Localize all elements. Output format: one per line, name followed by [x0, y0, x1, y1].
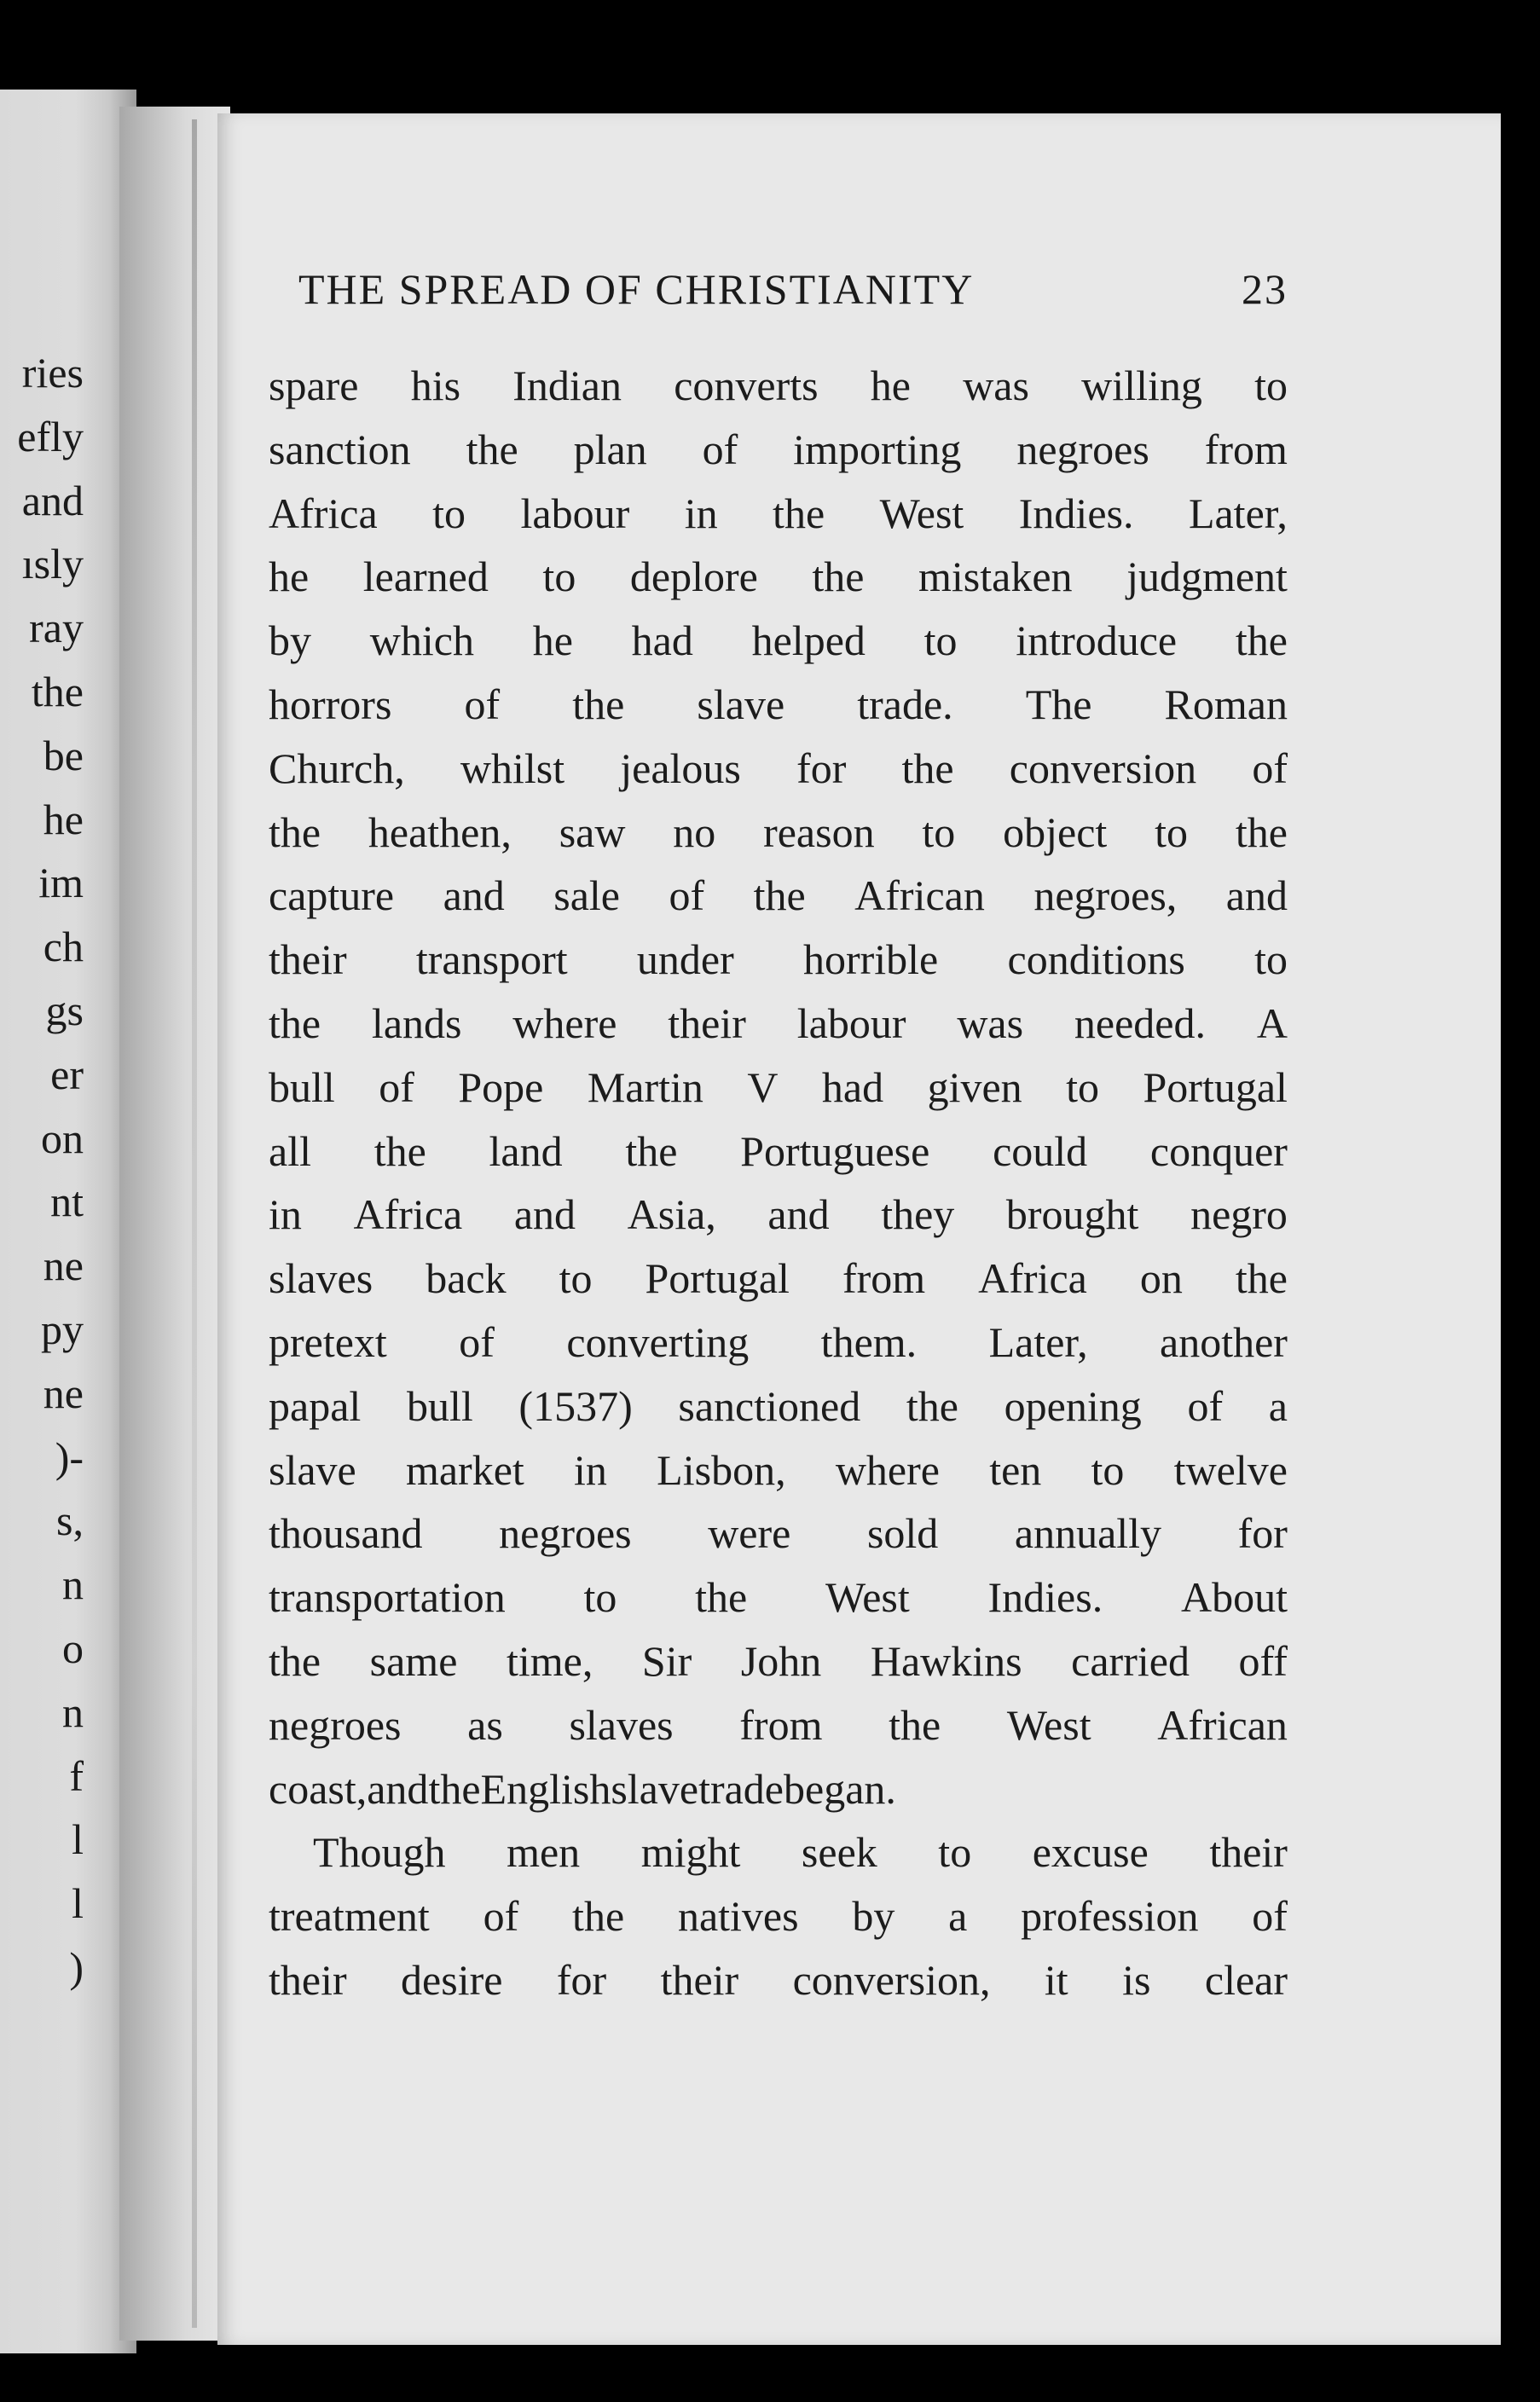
word: Though [313, 1828, 446, 1877]
word: time, [506, 1636, 593, 1685]
word: willing [1081, 362, 1202, 409]
word: conversion [1009, 744, 1197, 792]
word: helped [751, 616, 866, 665]
left-page-fragment: l [72, 1815, 84, 1864]
word: the [1235, 1254, 1288, 1303]
word: of [464, 680, 501, 728]
word: he [532, 616, 573, 665]
word: the [466, 425, 518, 473]
word: horrors [269, 680, 392, 728]
word: About [1180, 1573, 1288, 1622]
word: treatment [269, 1892, 430, 1941]
text-line [269, 1056, 1288, 1120]
word: trade [698, 1764, 784, 1813]
word: could [993, 1126, 1088, 1175]
word: Africa [269, 489, 378, 537]
word: of [1187, 1381, 1224, 1430]
word: English [480, 1764, 611, 1813]
word: the [695, 1573, 748, 1622]
word: (1537) [518, 1381, 633, 1430]
word: opening [1004, 1381, 1142, 1430]
word: labour [520, 489, 630, 537]
word: excuse [1032, 1828, 1149, 1877]
word: the [753, 871, 806, 920]
word: which [369, 616, 474, 665]
word: V [747, 1062, 779, 1111]
word: spare [269, 362, 359, 409]
word: the [373, 1126, 426, 1175]
word: negroes, [1033, 871, 1178, 920]
word: of [459, 1317, 495, 1366]
word: reason [763, 807, 875, 856]
word: bull [406, 1381, 473, 1430]
left-page-fragment: er [50, 1050, 84, 1098]
word: was [963, 362, 1029, 409]
word: to [923, 616, 958, 665]
word: conditions [1007, 935, 1185, 984]
word: is [1122, 1955, 1151, 2004]
word: heathen, [368, 807, 512, 856]
word: slaves [569, 1700, 674, 1749]
word: in [684, 489, 718, 537]
text-line [269, 1884, 1288, 1948]
left-page-fragment: ısly [21, 540, 84, 588]
word: where [512, 998, 617, 1047]
word: their [660, 1955, 739, 2004]
word: began. [784, 1764, 896, 1813]
word: to [1091, 1445, 1125, 1494]
word: they [881, 1190, 955, 1239]
text-line [269, 1693, 1288, 1757]
word: by [852, 1892, 895, 1941]
word: to [922, 807, 956, 856]
word: it [1044, 1955, 1068, 2004]
word: slave [697, 680, 785, 728]
word: object [1003, 807, 1108, 856]
word: Sir [641, 1636, 692, 1685]
left-page-fragment: s, [56, 1496, 84, 1545]
word: Pope [458, 1062, 544, 1111]
left-page-fragment: o [62, 1624, 84, 1672]
word: to [432, 489, 466, 537]
word: natives [677, 1892, 799, 1941]
word: bull [269, 1062, 335, 1111]
word: brought [1005, 1190, 1139, 1239]
left-page-fragment: he [43, 795, 84, 843]
word: horrible [802, 935, 939, 984]
word: Portuguese [740, 1126, 930, 1175]
word: to [1254, 935, 1288, 984]
word: labour [796, 998, 906, 1047]
text-line [269, 1375, 1288, 1438]
word: the [572, 680, 625, 728]
left-page-fragment: nt [50, 1178, 84, 1226]
word: to [1155, 807, 1188, 856]
left-page-fragment: be [43, 731, 84, 779]
text-line [269, 737, 1288, 801]
word: Indies. [1018, 489, 1134, 537]
word: Africa [978, 1254, 1087, 1303]
word: and [1225, 871, 1288, 920]
word: Indian [512, 362, 622, 409]
word: on [1139, 1254, 1183, 1303]
left-page-fragment: n [62, 1687, 84, 1736]
text-line [269, 1311, 1288, 1375]
word: them. [820, 1317, 918, 1366]
word: his [410, 362, 461, 409]
word: to [542, 553, 576, 601]
word: under [636, 935, 734, 984]
word: negroes [1016, 425, 1149, 473]
word: capture [269, 871, 395, 920]
word: and [767, 1190, 830, 1239]
word: clear [1204, 1955, 1288, 2004]
word: sold [866, 1509, 939, 1558]
word: the [889, 1700, 941, 1749]
word: where [835, 1445, 940, 1494]
word: the [901, 744, 954, 792]
book-gutter [119, 107, 230, 2341]
word: same [369, 1636, 458, 1685]
word: a [1268, 1381, 1288, 1430]
word: off [1238, 1636, 1288, 1685]
left-page-fragment: f [69, 1751, 84, 1800]
word: might [640, 1828, 741, 1877]
left-page-fragment: the [31, 668, 84, 715]
word: were [708, 1509, 791, 1558]
word: seek [801, 1828, 877, 1877]
page-number: 23 [1242, 265, 1288, 313]
word: importing [793, 425, 962, 473]
word: coast, [269, 1764, 368, 1813]
word: negroes [499, 1509, 632, 1558]
word: transportation [269, 1573, 506, 1622]
left-page-fragment: py [41, 1305, 84, 1353]
word: by [269, 616, 311, 665]
word: sanction [269, 425, 411, 473]
text-line [269, 609, 1288, 673]
word: of [1252, 744, 1288, 792]
word: annually [1014, 1509, 1162, 1558]
left-page-fragment: ch [43, 923, 84, 971]
text-line [269, 545, 1288, 609]
word: for [796, 744, 847, 792]
word: transport [415, 935, 568, 984]
word: converts [674, 362, 819, 409]
word: the [269, 998, 321, 1047]
word: given [927, 1062, 1022, 1111]
word: saw [559, 807, 626, 856]
left-page-fragment: on [41, 1114, 84, 1162]
word: their [668, 998, 746, 1047]
word: of [702, 425, 738, 473]
text-line [269, 992, 1288, 1056]
word: West [825, 1573, 910, 1622]
text-line [269, 354, 1288, 418]
word: learned [362, 553, 489, 601]
text-line [269, 1629, 1288, 1693]
word: introduce [1016, 616, 1178, 665]
word: A [1256, 998, 1288, 1047]
text-line [269, 418, 1288, 482]
word: negroes [269, 1700, 402, 1749]
word: of [1252, 1892, 1288, 1941]
word: West [1006, 1700, 1091, 1749]
word: from [842, 1254, 926, 1303]
word: to [1066, 1062, 1100, 1111]
word: their [1209, 1828, 1288, 1877]
word: pretext [269, 1317, 387, 1366]
word: had [821, 1062, 884, 1111]
left-page-fragment: efly [17, 412, 84, 460]
word: of [483, 1892, 519, 1941]
word: and [513, 1190, 576, 1239]
word: slave [269, 1445, 356, 1494]
word: from [1204, 425, 1288, 473]
word: deplore [629, 553, 758, 601]
word: Roman [1164, 680, 1288, 728]
text-line [269, 1183, 1288, 1247]
left-page-fragment: ) [69, 1943, 84, 1991]
word: sale [553, 871, 620, 920]
word: to [583, 1573, 617, 1622]
word: for [556, 1955, 607, 2004]
left-page-fragment: im [38, 859, 84, 907]
text-line [269, 1438, 1288, 1502]
word: Africa [353, 1190, 463, 1239]
word: desire [401, 1955, 503, 2004]
word: twelve [1173, 1445, 1288, 1494]
word: the [269, 1636, 321, 1685]
word: for [1237, 1509, 1288, 1558]
word: their [269, 935, 347, 984]
word: no [673, 807, 716, 856]
text-line [269, 673, 1288, 737]
word: the [625, 1126, 678, 1175]
page-header [298, 264, 1288, 315]
word: whilst [460, 744, 565, 792]
word: back [426, 1254, 507, 1303]
word: the [1235, 616, 1288, 665]
word: from [739, 1700, 823, 1749]
text-line [269, 1566, 1288, 1629]
word: land [489, 1126, 563, 1175]
word: another [1160, 1317, 1288, 1366]
word: negro [1190, 1190, 1288, 1239]
word: Martin [587, 1062, 703, 1111]
word: Later, [988, 1317, 1088, 1366]
word: he [870, 362, 911, 409]
text-line [269, 1120, 1288, 1184]
text-line [269, 864, 1288, 928]
word: the [269, 807, 321, 856]
word: converting [566, 1317, 750, 1366]
word: and [443, 871, 505, 920]
word: slaves [269, 1254, 373, 1303]
word: Portugal [1143, 1062, 1288, 1111]
word: Indies. [987, 1573, 1103, 1622]
word: to [938, 1828, 972, 1877]
word: conversion, [792, 1955, 991, 2004]
left-page-fragment: ray [29, 604, 84, 652]
word: all [269, 1126, 311, 1175]
left-page-fragment: ne [43, 1242, 84, 1290]
word: men [507, 1828, 581, 1877]
word: Church, [269, 744, 405, 792]
word: lands [371, 998, 462, 1047]
word: Lisbon, [657, 1445, 786, 1494]
word: Hawkins [870, 1636, 1022, 1685]
word: mistaken [918, 553, 1073, 601]
word: carried [1071, 1636, 1190, 1685]
text-line [269, 482, 1288, 546]
word: ten [989, 1445, 1042, 1494]
word: the [906, 1381, 958, 1430]
word: he [269, 553, 310, 601]
word: their [269, 1955, 347, 2004]
word: papal [269, 1381, 362, 1430]
word: needed. [1074, 998, 1206, 1047]
running-head: THE SPREAD OF CHRISTIANITY [298, 265, 975, 313]
gutter-shadow [192, 119, 197, 2328]
word: African [854, 871, 985, 920]
word: Later, [1188, 489, 1288, 537]
word: judgment [1126, 553, 1288, 601]
word: and [367, 1764, 429, 1813]
word: in [574, 1445, 607, 1494]
word: jealous [620, 744, 741, 792]
left-page-fragment: gs [45, 987, 84, 1034]
word: market [405, 1445, 524, 1494]
word: African [1157, 1700, 1288, 1749]
word: a [948, 1892, 968, 1941]
text-line [269, 1948, 1288, 2012]
word: the [773, 489, 825, 537]
word: profession [1021, 1892, 1199, 1941]
word: in [269, 1190, 302, 1239]
word: Portugal [645, 1254, 790, 1303]
word: the [812, 553, 865, 601]
word: of [379, 1062, 414, 1111]
left-page-fragment: )- [55, 1433, 84, 1481]
text-line [269, 1820, 1288, 1884]
text-line [269, 801, 1288, 865]
left-page-fragment: and [21, 476, 84, 524]
word: to [559, 1254, 593, 1303]
word: conquer [1149, 1126, 1288, 1175]
word: the [428, 1764, 481, 1813]
word: to [1254, 362, 1288, 409]
left-page-fragment: n [62, 1560, 84, 1609]
word: the [1235, 807, 1288, 856]
word: trade. [857, 680, 953, 728]
word: The [1025, 680, 1092, 728]
word: slave [611, 1764, 699, 1813]
body-text [269, 354, 1288, 2012]
left-page-fragment: ries [21, 349, 84, 396]
word: as [467, 1700, 503, 1749]
word: thousand [269, 1509, 423, 1558]
text-line [269, 1757, 1288, 1821]
left-page-fragment: ne [43, 1369, 84, 1417]
word: was [957, 998, 1024, 1047]
word: of [669, 871, 705, 920]
word: had [631, 616, 693, 665]
text-line [269, 1247, 1288, 1311]
word: the [572, 1892, 625, 1941]
word: Asia, [627, 1190, 716, 1239]
text-line [269, 928, 1288, 992]
word: plan [573, 425, 647, 473]
word: West [879, 489, 964, 537]
left-page-fragment: l [72, 1879, 84, 1928]
word: John [740, 1636, 822, 1685]
text-line [269, 1502, 1288, 1566]
word: sanctioned [678, 1381, 861, 1430]
